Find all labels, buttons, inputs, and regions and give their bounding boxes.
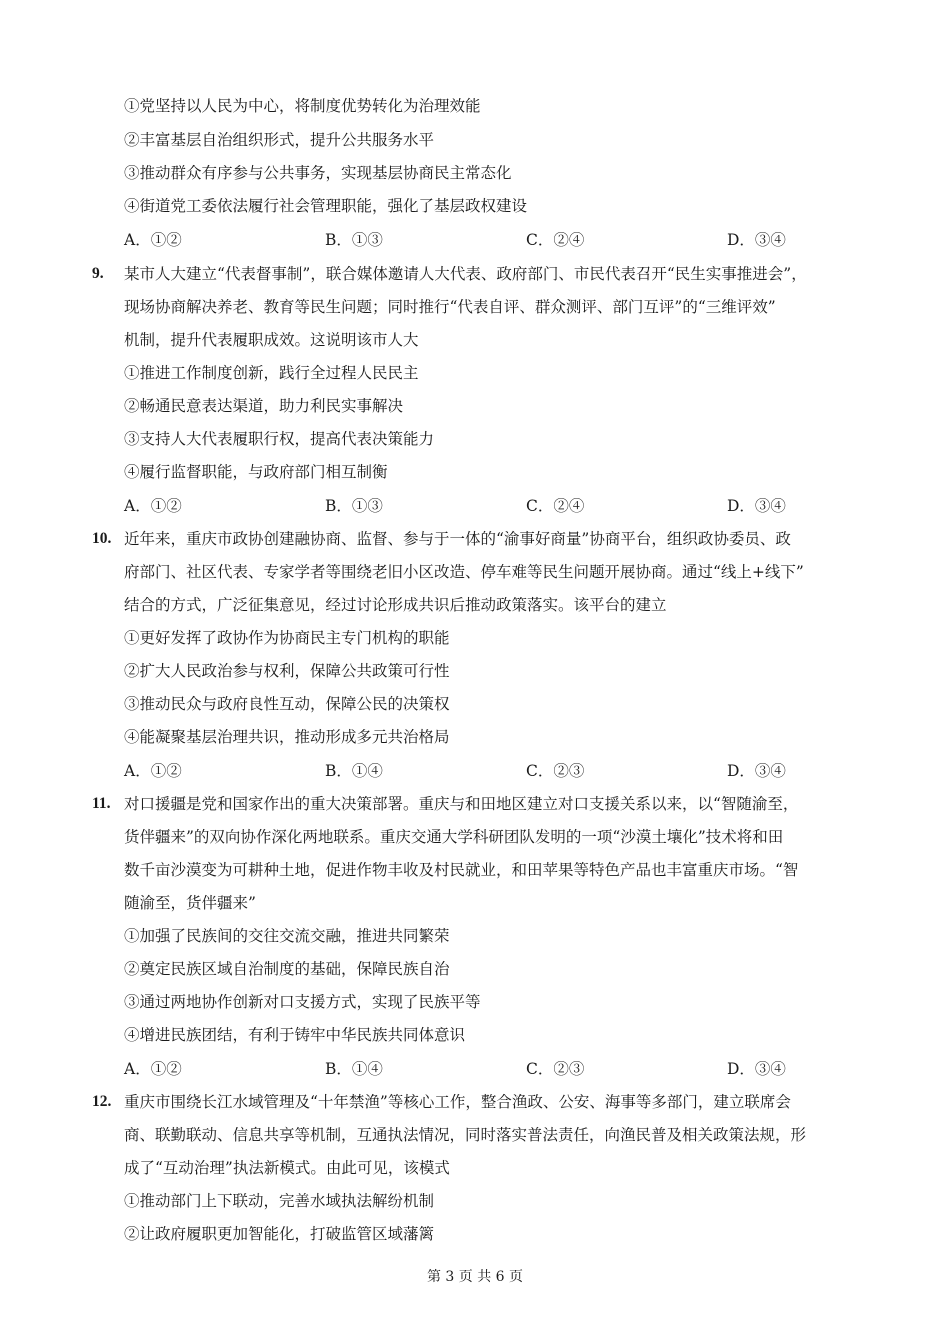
question-stem-line: 近年来，重庆市政协创建融协商、监督、参与于一体的“渝事好商量”协商平台，组织政协委员、政 <box>124 530 791 548</box>
question-number: 12. <box>92 1093 112 1110</box>
statement-line: ①党坚持以人民为中心，将制度优势转化为治理效能 <box>124 97 481 115</box>
statement-line: ③支持人大代表履职行权，提高代表决策能力 <box>124 430 435 448</box>
question-stem-line: 随渝至，货伴疆来” <box>124 894 256 912</box>
statement-line: ①推进工作制度创新，践行全过程人民民主 <box>124 364 419 382</box>
option-d: D．③④ <box>727 762 786 780</box>
statement-line: ③推动群众有序参与公共事务，实现基层协商民主常态化 <box>124 164 512 182</box>
statement-line: ④街道党工委依法履行社会管理职能，强化了基层政权建设 <box>124 197 528 215</box>
option-d: D．③④ <box>727 1060 786 1078</box>
statement-line: ④履行监督职能，与政府部门相互制衡 <box>124 463 388 481</box>
option-c: C．②③ <box>526 762 585 780</box>
option-a: A．①② <box>124 762 182 780</box>
question-stem-line: 结合的方式，广泛征集意见，经过讨论形成共识后推动政策落实。该平台的建立 <box>124 596 667 614</box>
statement-line: ③通过两地协作创新对口支援方式，实现了民族平等 <box>124 993 481 1011</box>
question-stem-line: 对口援疆是党和国家作出的重大决策部署。重庆与和田地区建立对口支援关系以来，以“智随渝至， <box>124 795 799 813</box>
statement-line: ①更好发挥了政协作为协商民主专门机构的职能 <box>124 629 450 647</box>
option-c: C．②③ <box>526 1060 585 1078</box>
option-b: B．①③ <box>325 231 383 249</box>
question-stem-line: 货伴疆来”的双向协作深化两地联系。重庆交通大学科研团队发明的一项“沙漠土壤化”技术将和田 <box>124 828 784 846</box>
option-a: A．①② <box>124 497 182 515</box>
option-c: C．②④ <box>526 497 585 515</box>
page-footer: 第 3 页 共 6 页 <box>426 1269 524 1285</box>
option-b: B．①④ <box>325 1060 383 1078</box>
question-stem-line: 重庆市围绕长江水域管理及“十年禁渔”等核心工作，整合渔政、公安、海事等多部门，建立联席会 <box>124 1093 791 1111</box>
answer-options <box>124 761 824 781</box>
statement-line: ④能凝聚基层治理共识，推动形成多元共治格局 <box>124 728 450 746</box>
question-stem-line: 府部门、社区代表、专家学者等围绕老旧小区改造、停车难等民生问题开展协商。通过“线上+线下” <box>124 563 804 581</box>
answer-options <box>124 230 824 250</box>
statement-line: ②丰富基层自治组织形式，提升公共服务水平 <box>124 131 435 149</box>
question-stem-line: 机制，提升代表履职成效。这说明该市人大 <box>124 331 419 349</box>
statement-line: ④增进民族团结，有利于铸牢中华民族共同体意识 <box>124 1026 466 1044</box>
question-number: 9. <box>92 265 104 282</box>
statement-line: ②畅通民意表达渠道，助力利民实事解决 <box>124 397 404 415</box>
question-stem-line: 现场协商解决养老、教育等民生问题；同时推行“代表自评、群众测评、部门互评”的“三维评效” <box>124 298 776 316</box>
question-stem-line: 商、联勤联动、信息共享等机制，互通执法情况，同时落实普法责任，向渔民普及相关政策法规，形 <box>124 1126 807 1144</box>
question-number: 10. <box>92 530 112 547</box>
option-c: C．②④ <box>526 231 585 249</box>
option-a: A．①② <box>124 1060 182 1078</box>
statement-line: ①加强了民族间的交往交流交融，推进共同繁荣 <box>124 927 450 945</box>
statement-line: ②奠定民族区域自治制度的基础，保障民族自治 <box>124 960 450 978</box>
option-d: D．③④ <box>727 497 786 515</box>
question-stem-line: 成了“互动治理”执法新模式。由此可见，该模式 <box>124 1159 450 1177</box>
option-b: B．①③ <box>325 497 383 515</box>
statement-line: ③推动民众与政府良性互动，保障公民的决策权 <box>124 695 450 713</box>
statement-line: ②扩大人民政治参与权利，保障公共政策可行性 <box>124 662 450 680</box>
question-number: 11. <box>92 795 111 812</box>
question-stem-line: 数千亩沙漠变为可耕种土地，促进作物丰收及村民就业，和田苹果等特色产品也丰富重庆市场。“智 <box>124 861 799 879</box>
statement-line: ①推动部门上下联动，完善水域执法解纷机制 <box>124 1192 435 1210</box>
option-a: A．①② <box>124 231 182 249</box>
question-stem-line: 某市人大建立“代表督事制”，联合媒体邀请人大代表、政府部门、市民代表召开“民生实事推进会”， <box>124 265 807 283</box>
answer-options <box>124 496 824 516</box>
answer-options <box>124 1059 824 1079</box>
option-d: D．③④ <box>727 231 786 249</box>
statement-line: ②让政府履职更加智能化，打破监管区域藩篱 <box>124 1225 435 1243</box>
option-b: B．①④ <box>325 762 383 780</box>
